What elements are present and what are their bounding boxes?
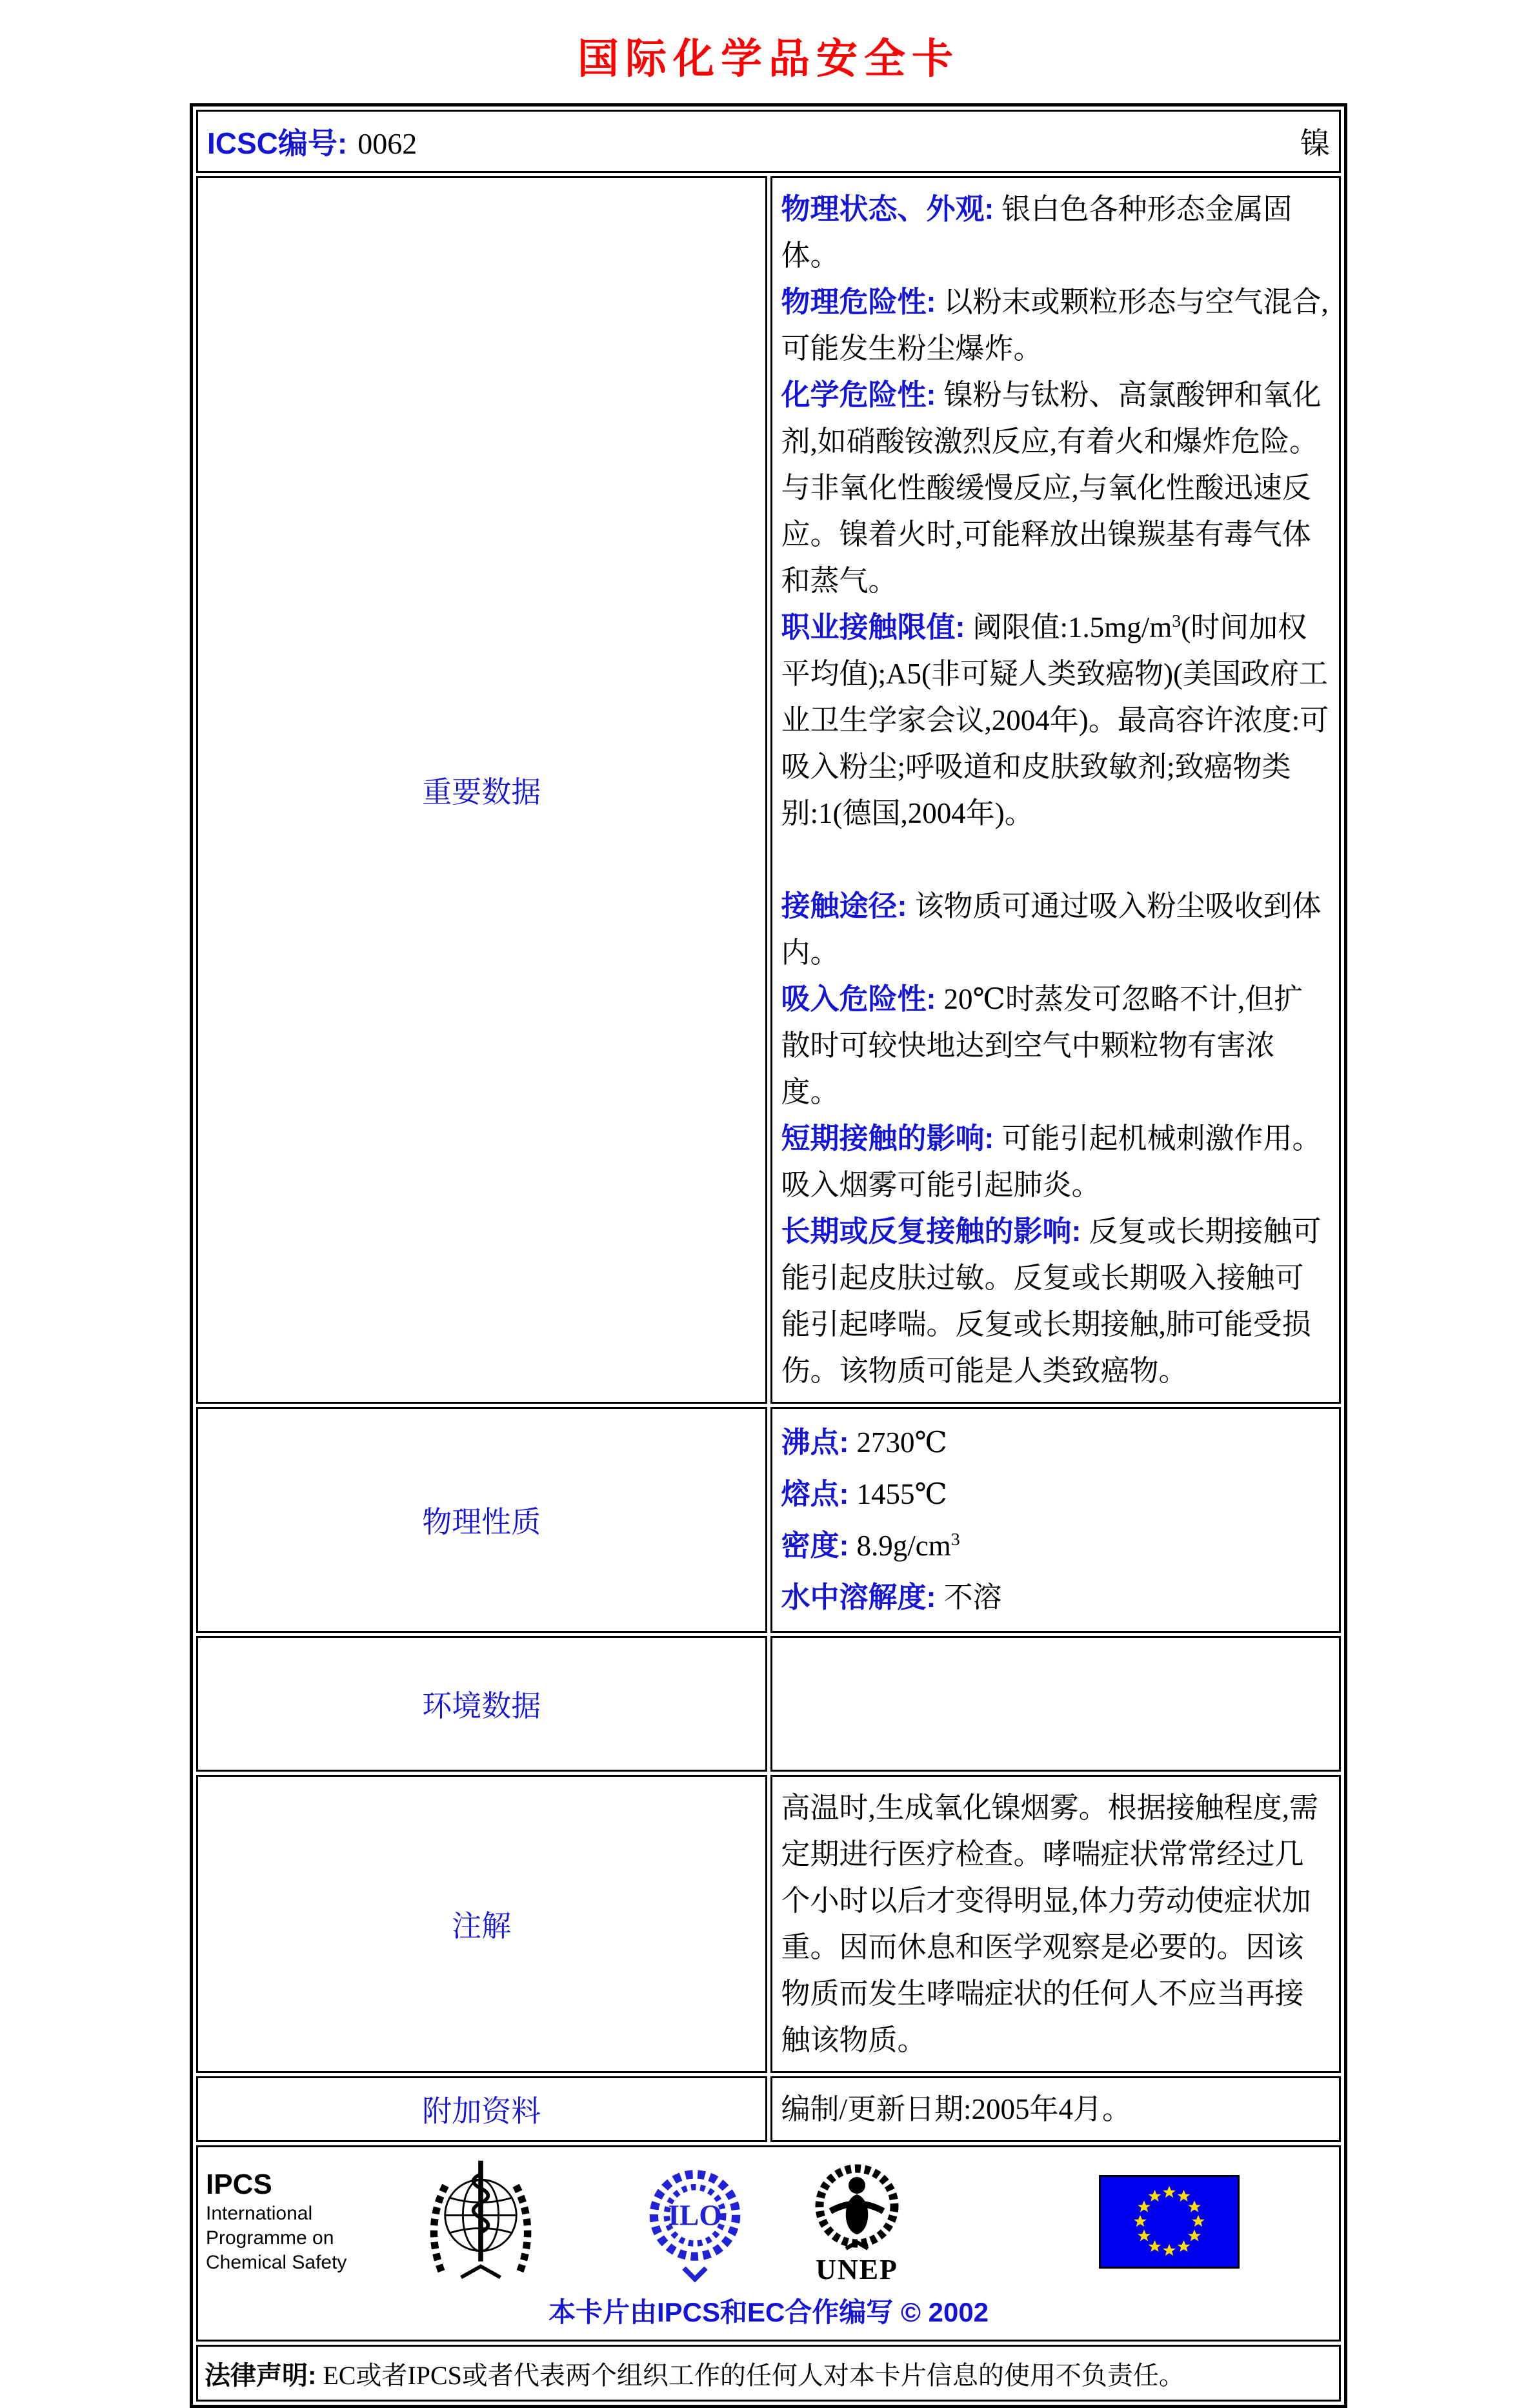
field-physical-danger (781, 279, 1331, 372)
ipcs-text-block (206, 2168, 399, 2275)
field-label: 吸入危险性: (781, 982, 936, 1015)
field-text: (时间加权平均值);A5(非可疑人类致癌物)(美国政府工业卫生学家会议,2004年)。最高容许浓度:可吸入粉尘;呼吸道和皮肤致敏剂;致癌物类别:1(德国,2004年)。 (781, 611, 1329, 829)
unep-logo-block (809, 2160, 905, 2284)
legal-text: EC或者IPCS或者代表两个组织工作的任何人对本卡片信息的使用不负责任。 (323, 2360, 1185, 2390)
additional-info-row-label: 附加资料 (196, 2076, 767, 2142)
environmental-data-row (196, 1636, 1341, 1772)
eu-flag-icon (1099, 2175, 1240, 2269)
field-text: 1455℃ (856, 1478, 947, 1510)
ilo-logo-icon (646, 2160, 744, 2283)
field-label: 物理危险性: (781, 285, 936, 318)
superscript: 3 (950, 1530, 960, 1550)
additional-info-row (196, 2076, 1341, 2142)
icsc-number-group (207, 120, 417, 163)
credit-line (203, 2291, 1334, 2330)
icsc-card-table (190, 103, 1347, 2408)
ipcs-subtitle-line: International (206, 2203, 313, 2224)
card-header-cell (196, 110, 1341, 173)
field-additional-info-text: 编制/更新日期:2005年4月。 (781, 2093, 1132, 2125)
field-notes-text: 高温时,生成氧化镍烟雾。根据接触程度,需定期进行医疗检查。哮喘症状常常经过几个小时以后才变得明显,体力劳动使症状加重。因而休息和医学观察是必要的。因该物质而发生哮喘症状的任何人不应当再接触该物质。 (781, 1792, 1319, 2056)
field-label: 密度: (781, 1529, 849, 1562)
field-chemical-danger (781, 372, 1331, 604)
environmental-data-row-label: 环境数据 (196, 1636, 767, 1772)
logos-row (203, 2157, 1334, 2286)
legal-cell (196, 2345, 1341, 2402)
field-density (781, 1520, 1331, 1572)
field-label: 职业接触限值: (781, 611, 965, 643)
field-melting-point (781, 1468, 1331, 1520)
field-occupational-limits (781, 604, 1331, 836)
environmental-data-content (770, 1636, 1342, 1772)
field-label: 短期接触的影响: (781, 1122, 994, 1155)
field-text: 银白色各种形态金属固体。 (781, 193, 1292, 272)
notes-row (196, 1775, 1341, 2073)
field-text: 不溶 (943, 1581, 1002, 1614)
important-data-content (770, 176, 1342, 1404)
field-label: 化学危险性: (781, 378, 936, 411)
field-physical-state (781, 186, 1331, 279)
ipcs-subtitle-line: Chemical Safety (206, 2252, 347, 2273)
field-text: 阈限值:1.5mg/m (972, 611, 1172, 643)
who-logo-icon (425, 2157, 536, 2286)
field-water-solubility (781, 1572, 1331, 1623)
footer-row (196, 2145, 1341, 2342)
field-text: 反复或长期接触可能引起皮肤过敏。反复或长期吸入接触可能引起哮喘。反复或长期接触,肺可能受损伤。该物质可能是人类致癌物。 (781, 1215, 1322, 1387)
field-label: 沸点: (781, 1426, 849, 1459)
field-inhalation-risk (781, 976, 1331, 1115)
ilo-monogram: ILO (668, 2198, 722, 2232)
substance-name: 镍 (1300, 127, 1330, 160)
legal-label: 法律声明: (205, 2361, 317, 2390)
credit-text: 本卡片由IPCS和EC合作编写 (548, 2297, 894, 2327)
field-text: 该物质可通过吸入粉尘吸收到体内。 (781, 890, 1322, 969)
field-text: 以粉末或颗粒形态与空气混合,可能发生粉尘爆炸。 (781, 286, 1329, 365)
ipcs-subtitle-line: Programme on (206, 2227, 334, 2249)
physical-properties-row-label: 物理性质 (196, 1407, 767, 1633)
copyright-text: © 2002 (900, 2297, 989, 2327)
field-text: 可能引起机械刺激作用。吸入烟雾可能引起肺炎。 (781, 1122, 1322, 1201)
field-text: 8.9g/cm (856, 1530, 951, 1562)
notes-row-label: 注解 (196, 1775, 767, 2073)
field-label: 长期或反复接触的影响: (781, 1215, 1081, 1248)
field-short-term-effects (781, 1115, 1331, 1208)
important-data-row (196, 176, 1341, 1404)
notes-content (770, 1775, 1342, 2073)
footer-cell (196, 2145, 1341, 2342)
physical-properties-row (196, 1407, 1341, 1633)
field-text: 20℃时蒸发可忽略不计,但扩散时可较快地达到空气中颗粒物有害浓度。 (781, 983, 1303, 1108)
superscript: 3 (1172, 611, 1181, 631)
field-exposure-routes (781, 883, 1331, 976)
field-label: 熔点: (781, 1477, 849, 1510)
field-text: 2730℃ (856, 1426, 947, 1459)
icsc-number-value: 0062 (357, 127, 417, 160)
page-title: 国际化学品安全卡 (578, 36, 960, 82)
ipcs-title: IPCS (206, 2169, 272, 2200)
field-label: 物理状态、外观: (781, 192, 994, 225)
unep-wordmark: UNEP (816, 2253, 898, 2285)
field-label: 水中溶解度: (781, 1581, 936, 1614)
icsc-number-label: ICSC编号: (207, 126, 348, 160)
card-header-row (196, 110, 1341, 173)
important-data-row-label: 重要数据 (196, 176, 767, 1404)
field-boiling-point (781, 1417, 1331, 1468)
field-label: 接触途径: (781, 889, 907, 922)
physical-properties-content (770, 1407, 1342, 1633)
field-text: 镍粉与钛粉、高氯酸钾和氧化剂,如硝酸铵激烈反应,有着火和爆炸危险。与非氧化性酸缓慢反应,与氧化性酸迅速反应。镍着火时,可能释放出镍羰基有毒气体和蒸气。 (781, 379, 1322, 597)
unep-logo-icon (809, 2160, 905, 2256)
additional-info-content (770, 2076, 1342, 2142)
legal-row (196, 2345, 1341, 2402)
field-long-term-effects (781, 1208, 1331, 1394)
